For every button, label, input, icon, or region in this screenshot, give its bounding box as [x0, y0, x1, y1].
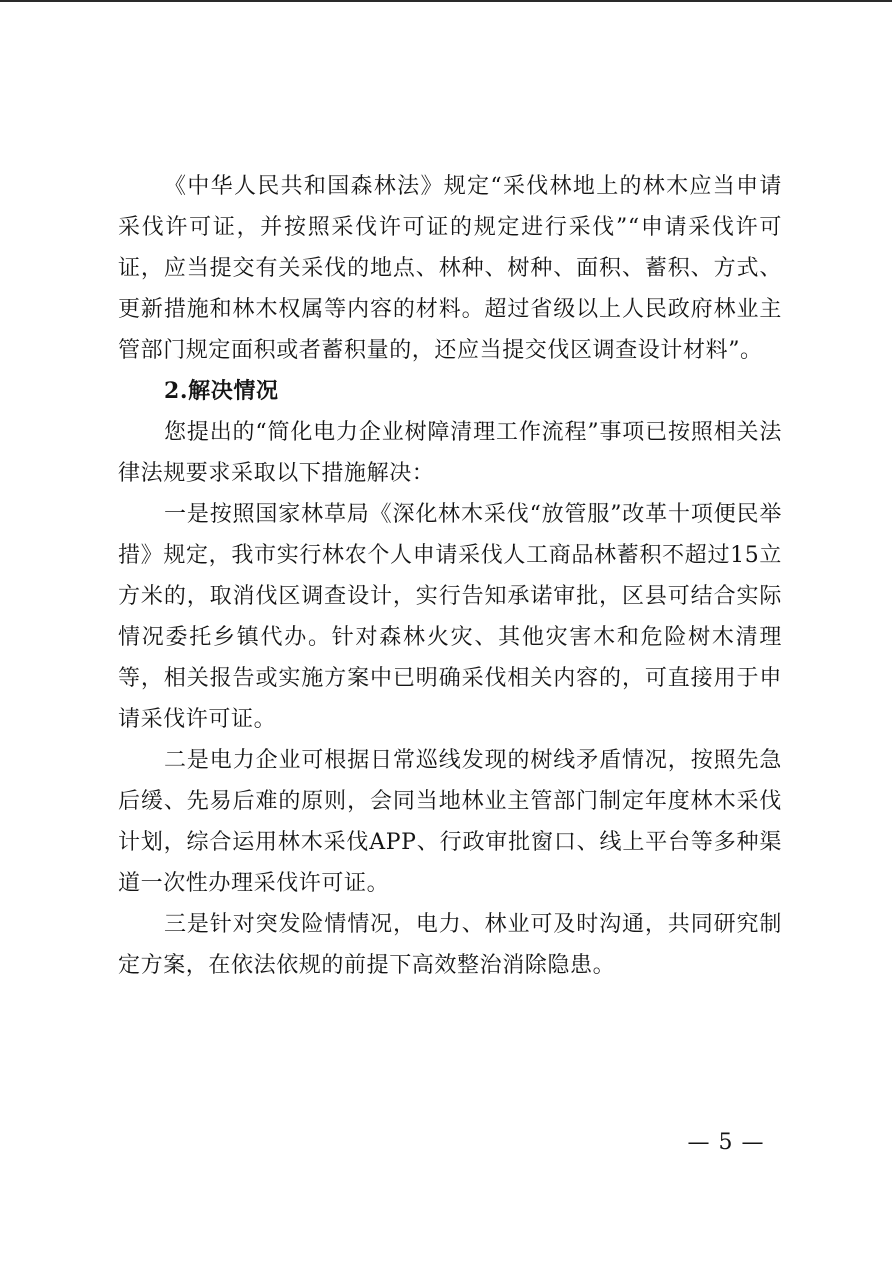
paragraph-measure-two: 二是电力企业可根据日常巡线发现的树线矛盾情况，按照先急后缓、先易后难的原则，会同当地林业主管部门制定年度林木采伐计划，综合运用林木采伐APP、行政审批窗口、线上平台等多种渠道一次性办理采伐许可证。 [118, 748, 782, 896]
top-border-line [0, 0, 892, 2]
document-body [118, 166, 782, 986]
page-number: — 5 — [687, 1130, 765, 1155]
paragraph-measure-three: 三是针对突发险情情况，电力、林业可及时沟通，共同研究制定方案，在依法依规的前提下高效整治消除隐患。 [118, 912, 782, 978]
paragraph-measure-one: 一是按照国家林草局《深化林木采伐“放管服”改革十项便民举措》规定，我市实行林农个人申请采伐人工商品林蓄积不超过15立方米的，取消伐区调查设计，实行告知承诺审批，区县可结合实际情况委托乡镇代办。针对森林火灾、其他灾害木和危险树木清理等，相关报告或实施方案中已明确采伐相关内容的，可直接用于申请采伐许可证。 [118, 502, 782, 732]
paragraph-resolution-intro: 您提出的“简化电力企业树障清理工作流程”事项已按照相关法律法规要求采取以下措施解决： [118, 420, 782, 486]
section-heading-resolution: 2.解决情况 [164, 378, 279, 404]
paragraph-forest-law-quote: 《中华人民共和国森林法》规定“采伐林地上的林木应当申请采伐许可证，并按照采伐许可证的规定进行采伐”“申请采伐许可证，应当提交有关采伐的地点、林种、树种、面积、蓄积、方式、更新措施和林木权属等内容的材料。超过省级以上人民政府林业主管部门规定面积或者蓄积量的，还应当提交伐区调查设计材料”。 [118, 174, 782, 363]
